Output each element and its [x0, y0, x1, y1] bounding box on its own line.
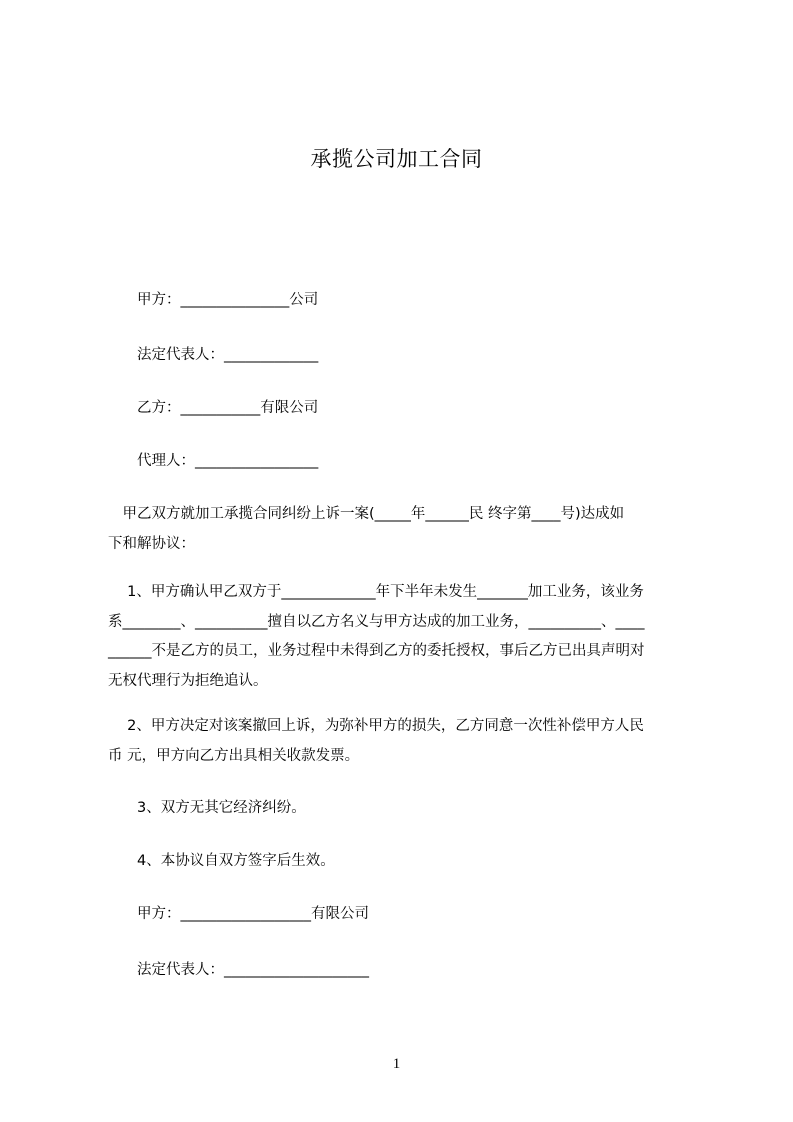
legal-rep-line: 法定代表人：_____________: [137, 347, 319, 363]
clause-2-paragraph: [108, 712, 708, 771]
sign-party-a-line: 甲方：__________________有限公司: [137, 906, 369, 922]
clause-1-paragraph: [108, 578, 708, 696]
clause-1-line-1: 1、甲方确认甲乙双方于_____________年下半年未发生_______加工业务，该业务: [108, 584, 644, 600]
intro-line-2: 下和解协议：: [108, 535, 195, 552]
clause-2-line-1: 2、甲方决定对该案撤回上诉，为弥补甲方的损失，乙方同意一次性补偿甲方人民: [108, 718, 644, 734]
clause-1-line-4: 无权代理行为拒绝追认。: [108, 672, 268, 689]
page-number: 1: [392, 1056, 401, 1072]
party-b-line: 乙方：___________有限公司: [137, 400, 319, 416]
intro-line-1: 甲乙双方就加工承揽合同纠纷上诉一案(_____年______民 终字第____号)达成如: [108, 506, 625, 522]
clause-3: 3、双方无其它经济纠纷。: [137, 800, 306, 816]
sign-legal-rep-line: 法定代表人：____________________: [137, 962, 369, 978]
clause-4: 4、本协议自双方签字后生效。: [137, 853, 335, 869]
intro-paragraph: [108, 500, 708, 559]
clause-2-line-2: 币 元，甲方向乙方出具相关收款发票。: [108, 747, 360, 764]
clause-1-line-2: 系________、__________擅自以乙方名义与甲方达成的加工业务，__________、____: [108, 613, 645, 630]
document-title: 承揽公司加工合同: [310, 147, 483, 171]
agent-line: 代理人：_________________: [137, 453, 319, 469]
party-a-line: 甲方：_______________公司: [137, 292, 319, 308]
clause-1-line-3: ______不是乙方的员工，业务过程中未得到乙方的委托授权，事后乙方已出具声明对: [108, 643, 645, 659]
